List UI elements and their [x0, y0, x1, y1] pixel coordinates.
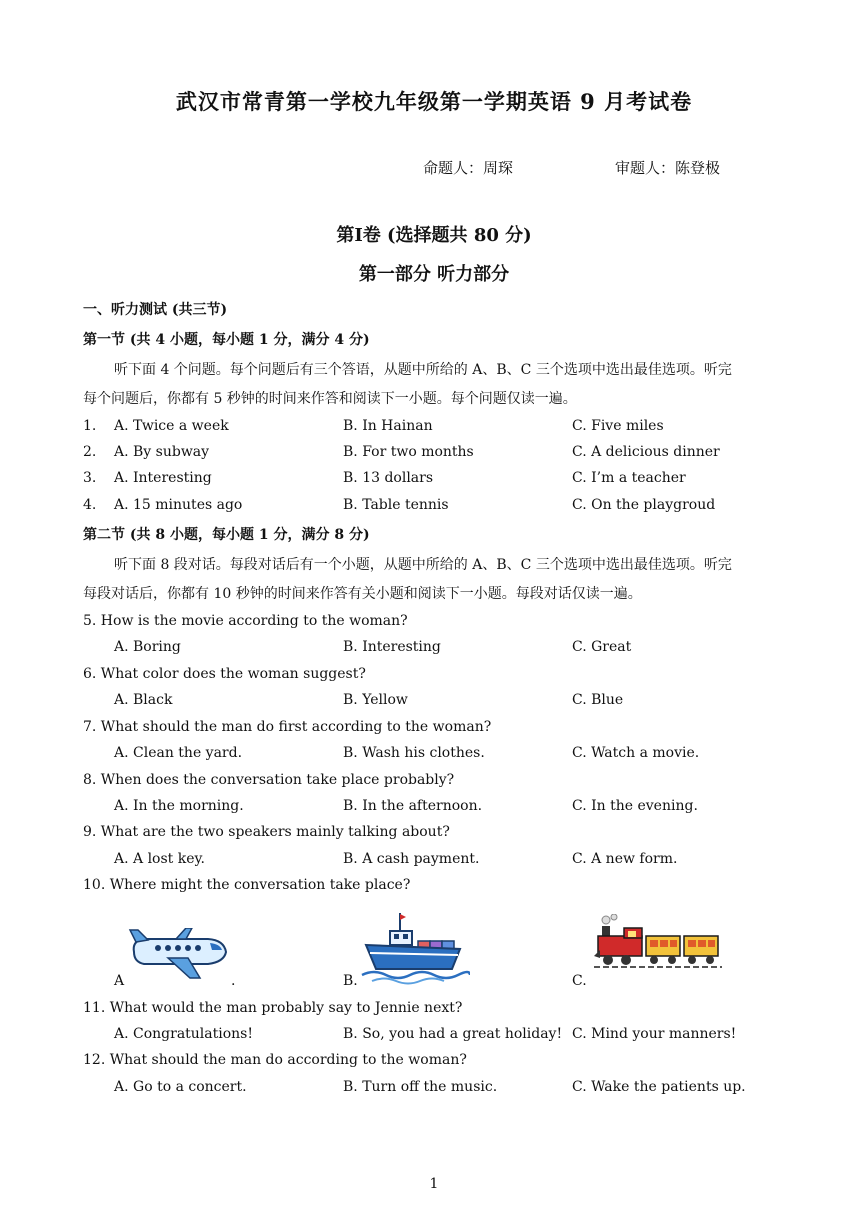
ship-icon — [360, 911, 470, 985]
option-c: C. On the playgroud — [572, 497, 716, 513]
option-c: C. I’m a teacher — [572, 470, 686, 486]
picture-option-c-label: C. — [572, 973, 587, 989]
page-title: 武汉市常青第一学校九年级第一学期英语 9 月考试卷 — [175, 89, 693, 114]
option-b: B. Wash his clothes. — [343, 745, 485, 761]
subsection-heading-1: 第一节 (共 4 小题，每小题 1 分，满分 4 分) — [83, 332, 370, 348]
option-b: B. In the afternoon. — [343, 798, 483, 814]
option-c: C. A delicious dinner — [572, 444, 720, 460]
option-c: C. Great — [572, 639, 632, 655]
option-b: B. Table tennis — [343, 497, 449, 513]
question-text: 12. What should the man do according to the woman? — [83, 1052, 467, 1068]
setter-label: 命题人：周琛 — [423, 159, 514, 177]
reviewer-label: 审题人：陈登极 — [615, 159, 721, 177]
option-b: B. In Hainan — [343, 418, 433, 434]
option-b: B. Turn off the music. — [343, 1079, 498, 1095]
option-b: B. Interesting — [343, 639, 441, 655]
question-text: 8. When does the conversation take place probably? — [83, 772, 455, 788]
option-b: B. So, you had a great holiday! — [343, 1026, 563, 1042]
item-number: 3. — [83, 470, 97, 486]
option-c: C. Blue — [572, 692, 624, 708]
option-a: A. Boring — [114, 639, 181, 655]
picture-option-a-dot: . — [231, 973, 236, 989]
option-a: A. Interesting — [114, 470, 212, 486]
page-number: 1 — [429, 1176, 439, 1192]
picture-option-a-label: A — [114, 973, 125, 989]
item-number: 4. — [83, 497, 97, 513]
option-c: C. In the evening. — [572, 798, 698, 814]
volume-title: 第Ⅰ卷 (选择题共 80 分) — [336, 225, 532, 246]
question-text: 5. How is the movie according to the woman? — [83, 613, 408, 629]
option-b: B. A cash payment. — [343, 851, 480, 867]
train-icon — [594, 914, 724, 970]
option-c: C. Five miles — [572, 418, 664, 434]
instructions-line: 听下面 8 段对话。每段对话后有一个小题，从题中所给的 A、B、C 三个选项中选出最佳选项。听完 — [114, 557, 732, 573]
option-a: A. Twice a week — [114, 418, 229, 434]
option-a: A. Go to a concert. — [114, 1079, 247, 1095]
option-a: A. By subway — [114, 444, 210, 460]
option-a: A. Black — [114, 692, 173, 708]
option-c: C. A new form. — [572, 851, 678, 867]
question-text: 10. Where might the conversation take place? — [83, 877, 411, 893]
instructions-line: 听下面 4 个问题。每个问题后有三个答语，从题中所给的 A、B、C 三个选项中选出最佳选项。听完 — [114, 362, 732, 378]
question-text: 7. What should the man do first according to the woman? — [83, 719, 492, 735]
airplane-icon — [128, 928, 230, 982]
item-number: 2. — [83, 444, 97, 460]
option-b: B. For two months — [343, 444, 474, 460]
section-heading: 一、听力测试 (共三节) — [83, 302, 228, 318]
question-text: 11. What would the man probably say to Jennie next? — [83, 1000, 463, 1016]
part-title: 第一部分 听力部分 — [358, 264, 510, 285]
option-c: C. Mind your manners! — [572, 1026, 737, 1042]
question-text: 9. What are the two speakers mainly talking about? — [83, 824, 450, 840]
option-b: B. 13 dollars — [343, 470, 434, 486]
option-a: A. 15 minutes ago — [114, 497, 243, 513]
option-c: C. Watch a movie. — [572, 745, 700, 761]
option-a: A. Clean the yard. — [114, 745, 243, 761]
picture-option-b-label: B. — [343, 973, 358, 989]
item-number: 1. — [83, 418, 97, 434]
instructions-line: 每个问题后，你都有 5 秒钟的时间来作答和阅读下一小题。每个问题仅读一遍。 — [83, 391, 577, 407]
option-a: A. In the morning. — [114, 798, 244, 814]
instructions-line: 每段对话后，你都有 10 秒钟的时间来作答有关小题和阅读下一小题。每段对话仅读一遍。 — [83, 586, 642, 602]
option-b: B. Yellow — [343, 692, 408, 708]
option-c: C. Wake the patients up. — [572, 1079, 746, 1095]
subsection-heading-2: 第二节 (共 8 小题，每小题 1 分，满分 8 分) — [83, 527, 370, 543]
option-a: A. A lost key. — [114, 851, 206, 867]
option-a: A. Congratulations! — [114, 1026, 253, 1042]
question-text: 6. What color does the woman suggest? — [83, 666, 366, 682]
